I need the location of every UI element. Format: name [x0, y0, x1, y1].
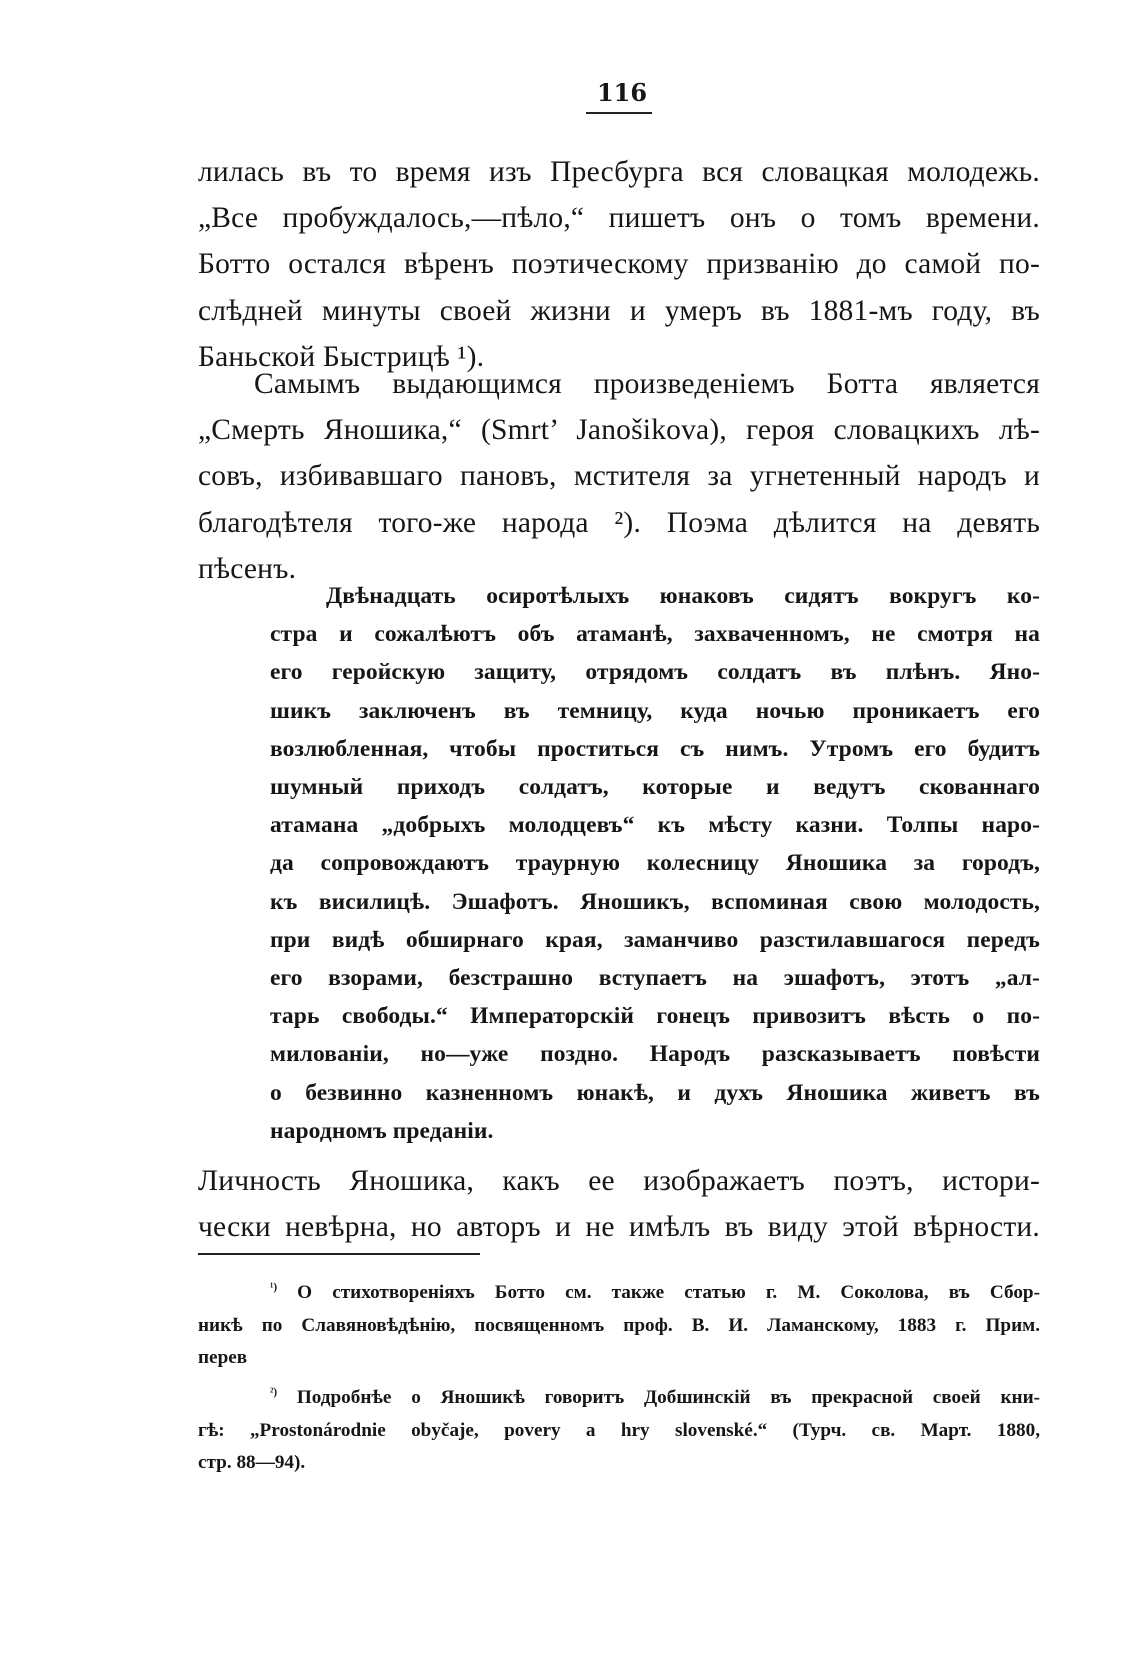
- summary-line: о безвинно казненномъ юнакѣ, и духъ Яношика живетъ въ: [270, 1079, 1040, 1106]
- text-line: Баньской Быстрицѣ ¹).: [198, 340, 485, 373]
- text-line: благодѣтеля того-же народа ²). Поэма дѣлится на девять: [198, 506, 1040, 539]
- summary-line: Двѣнадцать осиротѣлыхъ юнаковъ сидятъ вокругъ ко-: [326, 583, 1040, 609]
- paragraph-3: [198, 1158, 1040, 1250]
- paragraph-1: [198, 149, 1040, 380]
- summary-line: его геройскую защиту, отрядомъ солдатъ въ плѣнъ. Яно-: [270, 659, 1040, 686]
- text-line: „Смерть Яношика,“ (Smrt’ Janošikova), героя словацкихъ лѣ-: [198, 414, 1040, 447]
- text-line: чески невѣрна, но авторъ и не имѣлъ въ виду этой вѣрности.: [198, 1211, 1040, 1244]
- footnote-text: О стихотвореніяхъ Ботто см. также статью г. М. Соколова, въ Сбор-: [297, 1282, 1040, 1303]
- text-line: совъ, избивавшаго пановъ, мстителя за угнетенный народъ и: [198, 460, 1040, 493]
- paragraph-2: [198, 361, 1040, 592]
- poem-summary: [270, 577, 1040, 1150]
- page-number: 116: [596, 78, 648, 107]
- text-line: „Все пробуждалось,—пѣло,“ пишетъ онъ о томъ времени.: [198, 202, 1040, 235]
- footnote-line: перев: [198, 1347, 248, 1368]
- summary-line: атамана „добрыхъ молодцевъ“ къ мѣсту казни. Толпы наро-: [270, 812, 1040, 839]
- summary-line: тарь свободы.“ Императорскій гонецъ привозитъ вѣсть о по-: [270, 1003, 1040, 1030]
- footnote-2: [198, 1382, 1040, 1480]
- footnote-line: [198, 1277, 1040, 1310]
- text-line: Личность Яношика, какъ ее изображаетъ поэтъ, истори-: [198, 1165, 1040, 1197]
- footnote-text: Подробнѣе о Яношикѣ говоритъ Добшинскій въ прекрасной своей кни-: [296, 1387, 1041, 1408]
- summary-line: его взорами, безстрашно вступаетъ на эшафотъ, этотъ „ал-: [270, 965, 1040, 992]
- summary-line: стра и сожалѣютъ объ атаманѣ, захваченномъ, не смотря на: [270, 621, 1040, 648]
- summary-line: народномъ преданіи.: [270, 1117, 494, 1144]
- page-number-underline: [586, 112, 652, 114]
- text-line: Ботто остался вѣренъ поэтическому призванію до самой по-: [198, 248, 1040, 281]
- summary-line: къ висилицѣ. Эшафотъ. Яношикъ, вспоминая свою молодость,: [270, 888, 1040, 915]
- summary-line: да сопровождаютъ траурную колесницу Яношика за городъ,: [270, 850, 1040, 877]
- text-line: пѣсенъ.: [198, 552, 297, 585]
- footnote-marker: ²): [270, 1386, 278, 1399]
- footnote-1: [198, 1277, 1040, 1375]
- footnote-line: никѣ по Славяновѣдѣнію, посвященномъ проф. В. И. Ламанскому, 1883 г. Прим.: [198, 1314, 1040, 1336]
- summary-line: при видѣ обширнаго края, заманчиво разстилавшагося передъ: [270, 926, 1040, 953]
- footnote-marker: ¹): [270, 1281, 278, 1294]
- footnote-line: гѣ: „Prostonárodnie obyčaje, povery a hry slovenské.“ (Турч. св. Март. 1880,: [198, 1419, 1040, 1441]
- text-line: Самымъ выдающимся произведеніемъ Ботта является: [254, 368, 1040, 400]
- text-line: слѣдней минуты своей жизни и умеръ въ 1881-мъ году, въ: [198, 294, 1040, 327]
- summary-line: шикъ заключенъ въ темницу, куда ночью проникаетъ его: [270, 697, 1040, 724]
- summary-line: милованіи, но—уже поздно. Народъ разсказываетъ повѣсти: [270, 1041, 1040, 1068]
- summary-line: возлюбленная, чтобы проститься съ нимъ. Утромъ его будитъ: [270, 735, 1040, 762]
- summary-line: шумный приходъ солдатъ, которые и ведутъ скованнаго: [270, 774, 1040, 801]
- footnote-separator: [198, 1253, 480, 1255]
- footnote-line: [198, 1382, 1040, 1415]
- text-line: лилась въ то время изъ Пресбурга вся словацкая молодежь.: [198, 156, 1040, 188]
- footnote-line: стр. 88—94).: [198, 1452, 306, 1473]
